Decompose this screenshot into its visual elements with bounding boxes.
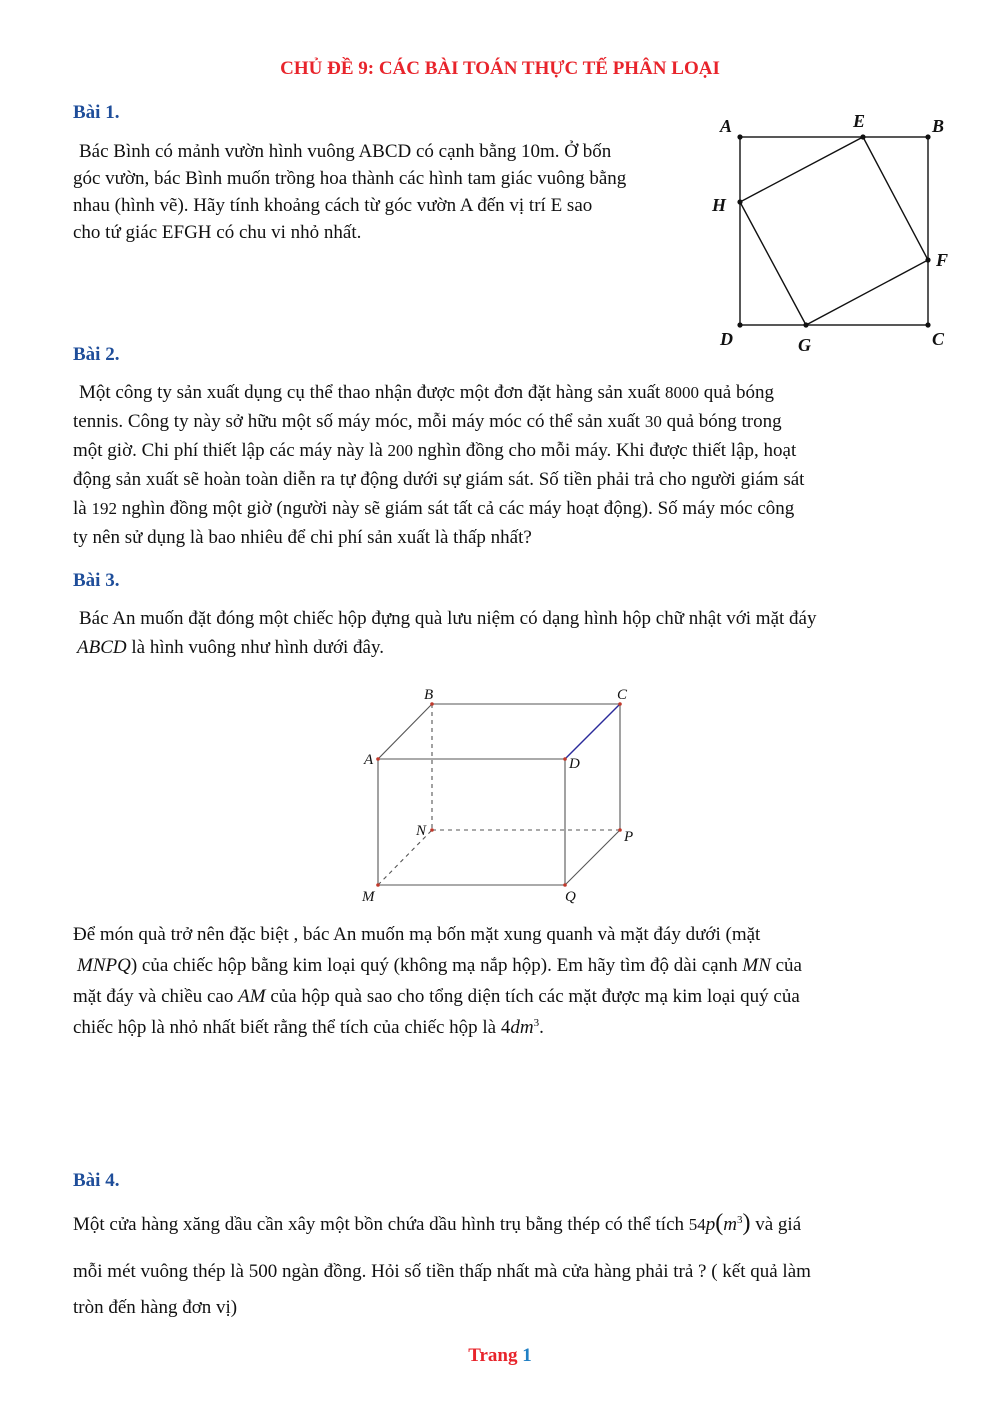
- label-a: A: [720, 116, 733, 136]
- vertex-d: [563, 757, 567, 761]
- bai3-intro-line-1: Bác An muốn đặt đóng một chiếc hộp đựng quà lưu niệm có dạng hình hộp chữ nhật với mặt đáy: [79, 608, 817, 629]
- bai2-line-1: Một công ty sản xuất dụng cụ thể thao nhận được một đơn đặt hàng sản xuất 8000 quả bóng: [79, 382, 774, 403]
- bai2-line-5: là 192 nghìn đồng một giờ (người này sẽ giám sát tất cả các máy hoạt động). Số máy móc công: [73, 498, 795, 519]
- box-label-a: A: [364, 752, 374, 768]
- point-d: [737, 322, 742, 327]
- label-f: F: [936, 250, 949, 270]
- vertex-a: [376, 757, 380, 761]
- label-b: B: [932, 116, 945, 136]
- bai3-question-line-2: MNPQ) của chiếc hộp bằng kim loại quý (không mạ nắp hộp). Em hãy tìm độ dài cạnh MN của: [77, 955, 802, 976]
- box-label-b: B: [424, 687, 434, 703]
- edge-dc: [565, 704, 620, 759]
- box-label-p: P: [624, 829, 634, 845]
- edge-ab: [378, 704, 432, 759]
- bai1-heading: Bài 1.: [73, 102, 120, 123]
- vertex-m: [376, 883, 380, 887]
- box-label-n: N: [416, 823, 427, 839]
- edge-qp: [565, 830, 620, 885]
- bai1-line-2: góc vườn, bác Bình muốn trồng hoa thành các hình tam giác vuông bằng: [73, 168, 627, 189]
- bai3-heading: Bài 3.: [73, 570, 120, 591]
- bai2-heading: Bài 2.: [73, 344, 120, 365]
- label-c: C: [932, 329, 945, 349]
- point-a: [737, 134, 742, 139]
- bai3-question-line-1: Để món quà trở nên đặc biệt , bác An muốn mạ bốn mặt xung quanh và mặt đáy dưới (mặt: [73, 924, 761, 945]
- bai3-question-line-3: mặt đáy và chiều cao AM của hộp quà sao cho tổng diện tích các mặt được mạ kim loại quý của: [73, 986, 800, 1007]
- bai2-line-3: một giờ. Chi phí thiết lập các máy này là 200 nghìn đồng cho mỗi máy. Khi được thiết lập, hoạt: [73, 440, 797, 461]
- bai2-line-6: ty nên sử dụng là bao nhiêu để chi phí sản xuất là thấp nhất?: [73, 527, 532, 548]
- document-title: CHỦ ĐỀ 9: CÁC BÀI TOÁN THỰC TẾ PHÂN LOẠI: [280, 58, 720, 79]
- bai1-line-1: Bác Bình có mảnh vườn hình vuông ABCD có cạnh bằng 10m. Ở bốn: [79, 141, 612, 162]
- vertex-q: [563, 883, 567, 887]
- square-garden-figure: [700, 105, 970, 360]
- box-label-d: D: [569, 756, 580, 772]
- point-g: [803, 322, 808, 327]
- label-d: D: [720, 329, 733, 349]
- bai2-paragraph: [73, 378, 928, 552]
- bai4-line-3: tròn đến hàng đơn vị): [73, 1297, 238, 1318]
- quadrilateral-efgh: [740, 137, 928, 325]
- vertex-n: [430, 828, 434, 832]
- box-label-c: C: [617, 687, 628, 703]
- page-footer: [0, 1345, 1000, 1367]
- bai3-question: [73, 919, 928, 1043]
- label-e: E: [853, 111, 866, 131]
- box-label-m: M: [362, 889, 375, 905]
- box-figure: [340, 675, 660, 915]
- bai3-question-line-4: chiếc hộp là nhỏ nhất biết rằng thể tích của chiếc hộp là $4dm^3$.: [73, 1017, 544, 1038]
- point-b: [925, 134, 930, 139]
- vertex-p: [618, 828, 622, 832]
- label-g: G: [798, 335, 811, 355]
- bai1-line-3: nhau (hình vẽ). Hãy tính khoảng cách từ góc vườn A đến vị trí E sao: [73, 195, 593, 216]
- page-number: 1: [522, 1345, 532, 1366]
- point-h: [737, 199, 742, 204]
- bai4-heading: Bài 4.: [73, 1170, 120, 1191]
- bai3-intro: [73, 604, 928, 662]
- bai4-line-1: Một cửa hàng xăng dầu cần xây một bồn chứa dầu hình trụ bằng thép có thể tích $54p(m^3)$ và giá: [73, 1210, 802, 1236]
- box-label-q: Q: [565, 889, 576, 905]
- point-f: [925, 257, 930, 262]
- footer-label: Trang: [468, 1345, 518, 1366]
- point-e: [860, 134, 865, 139]
- point-c: [925, 322, 930, 327]
- bai3-intro-line-2: ABCD là hình vuông như hình dưới đây.: [77, 637, 384, 658]
- bai2-line-2: tennis. Công ty này sở hữu một số máy móc, mỗi máy móc có thể sản xuất 30 quả bóng trong: [73, 411, 782, 432]
- square-abcd: [740, 137, 928, 325]
- label-h: H: [712, 195, 727, 215]
- bai2-line-4: động sản xuất sẽ hoàn toàn diễn ra tự động dưới sự giám sát. Số tiền phải trả cho người giám sát: [73, 469, 805, 490]
- bai1-line-4: cho tứ giác EFGH có chu vi nhỏ nhất.: [73, 222, 362, 243]
- bai4-line-2: mỗi mét vuông thép là 500 ngàn đồng. Hỏi số tiền thấp nhất mà cửa hàng phải trả ? ( kết quả làm: [73, 1261, 811, 1282]
